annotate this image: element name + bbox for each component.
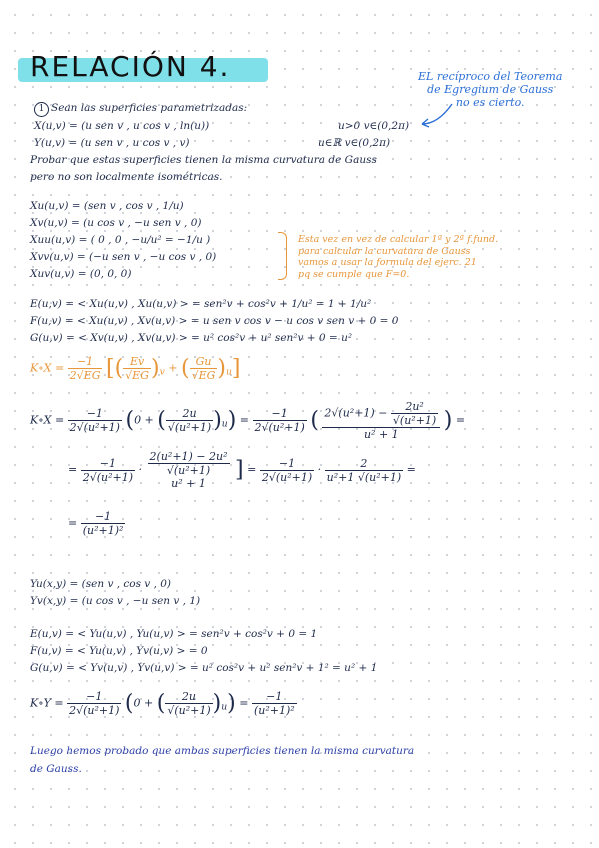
y-domain: u∈ℝ v∈(0,2π) [318,137,391,149]
xv-derivative: Xv(u,v) = (u cos v , −u sen v , 0) [30,217,202,229]
formula-term-2: $\frac{Gu}{√EG}$ [191,355,216,382]
orange-note-line: pq se cumple que F=0. [298,268,410,280]
formula-lhs: K∘X = [30,361,65,375]
x-domain: u>0 v∈(0,2π) [338,120,410,132]
e-y: E(u,v) = < Yu(u,v) , Yu(u,v) > = sen²v + cos²v + 0 = 1 [30,628,318,640]
note-line: de Egregium de Gauss [427,83,554,96]
f-y: F(u,v) = < Yu(u,v) , Yv(u,v) > = 0 [30,645,208,657]
e-x: E(u,v) = < Xu(u,v) , Xu(u,v) > = sen²v + cos²v + 1/u² = 1 + 1/u² [30,298,372,310]
xuu-derivative: Xuu(u,v) = ( 0 , 0 , −u/u² = −1/u ) [30,234,211,246]
f-x: F(u,v) = < Xu(u,v) , Xv(u,v) > = u sen v cos v − u cos v sen v + 0 = 0 [30,315,399,327]
gauss-formula: K∘X = $\frac{-1}{2√EG}$ [( $\frac{Ev}{√EG}$ )$_v$ + ( $\frac{Gu}{√EG}$ )$_u$] [30,355,241,382]
kx-line-1: K∘X = $\frac{-1}{\text{2√(u²+1)}}$ (0 + ( $\frac{2u}{\text{√(u²+1)}}$ )$_u$) = $\frac{-1}{\text{2√(u²+1)}}$ ( 2√(u²+1) − $\frac{\text{2u²}}{\text{√(u²+1)}}$ u² + 1 ) = [30,400,466,441]
page-title: RELACIÓN 4. [30,50,231,83]
orange-note-line: vamos a usar la formula del ejerc. 21 [298,257,477,268]
xvv-derivative: Xvv(u,v) = (−u sen v , −u cos v , 0) [30,251,217,263]
conclusion-line-2: de Gauss. [30,763,82,775]
orange-note-line: Esta vez en vez de calcular 1ª y 2ª f.fund. [298,234,499,245]
orange-bracket [278,232,287,280]
task-line-1: Probar que estas superficies tienen la misma curvatura de Gauss [30,154,377,166]
orange-note-line: para calcular la curvatura de Gauss [298,245,471,257]
y-definition: Y(u,v) = (u sen v , u cos v , v) [34,137,190,149]
yv-derivative: Yv(x,y) = (u cos v , −u sen v , 1) [30,595,201,607]
conclusion-line-1: Luego hemos probado que ambas superficies tienen la misma curvatura [30,745,415,757]
formula-term-1: $\frac{Ev}{√EG}$ [125,355,149,382]
formula-coef: $\frac{-1}{2√EG}$ [69,355,101,382]
note-arrow [418,100,458,130]
kx-line-3: = $\frac{-1}{\text{(u²+1)²}}$ [68,510,124,537]
exercise-statement [34,102,247,117]
xu-derivative: Xu(u,v) = (sen v , cos v , 1/u) [30,200,184,212]
exercise-number: 1 [34,102,49,117]
note-line: no es cierto. [455,96,525,109]
kx-line-2: = $\frac{-1}{\text{2√(u²+1)}}$ · 2(u²+1) − 2u² √(u²+1) u² + 1 ] = $\frac{-1}{\text{2√(u²+1)}}$ · $\frac{2}{\text{u²+1 √(u²+1)}}$ = [68,450,416,490]
orange-note [298,234,498,280]
ky-line: K∘Y = $\frac{-1}{\text{2√(u²+1)}}$ (0 + ( $\frac{2u}{\text{√(u²+1)}}$ )$_u$) = $\frac{-1}{\text{(u²+1)²}}$ [30,690,295,717]
g-x: G(u,v) = < Xv(u,v) , Xv(u,v) > = u² cos²v + u² sen²v + 0 = u² [30,332,353,344]
task-line-2: pero no son localmente isométricas. [30,171,223,183]
g-y: G(u,v) = < Yv(u,v) , Yv(u,v) > = u² cos²v + u² sen²v + 1² = u² + 1 [30,662,378,674]
x-definition: X(u,v) = (u sen v , u cos v , ln(u)) [34,120,210,132]
statement-text: Sean las superficies parametrizadas: [51,102,248,114]
note-line: EL recíproco del Teorema [418,70,563,83]
yu-derivative: Yu(x,y) = (sen v , cos v , 0) [30,578,172,590]
xuv-derivative: Xuv(u,v) = (0, 0, 0) [30,268,132,280]
